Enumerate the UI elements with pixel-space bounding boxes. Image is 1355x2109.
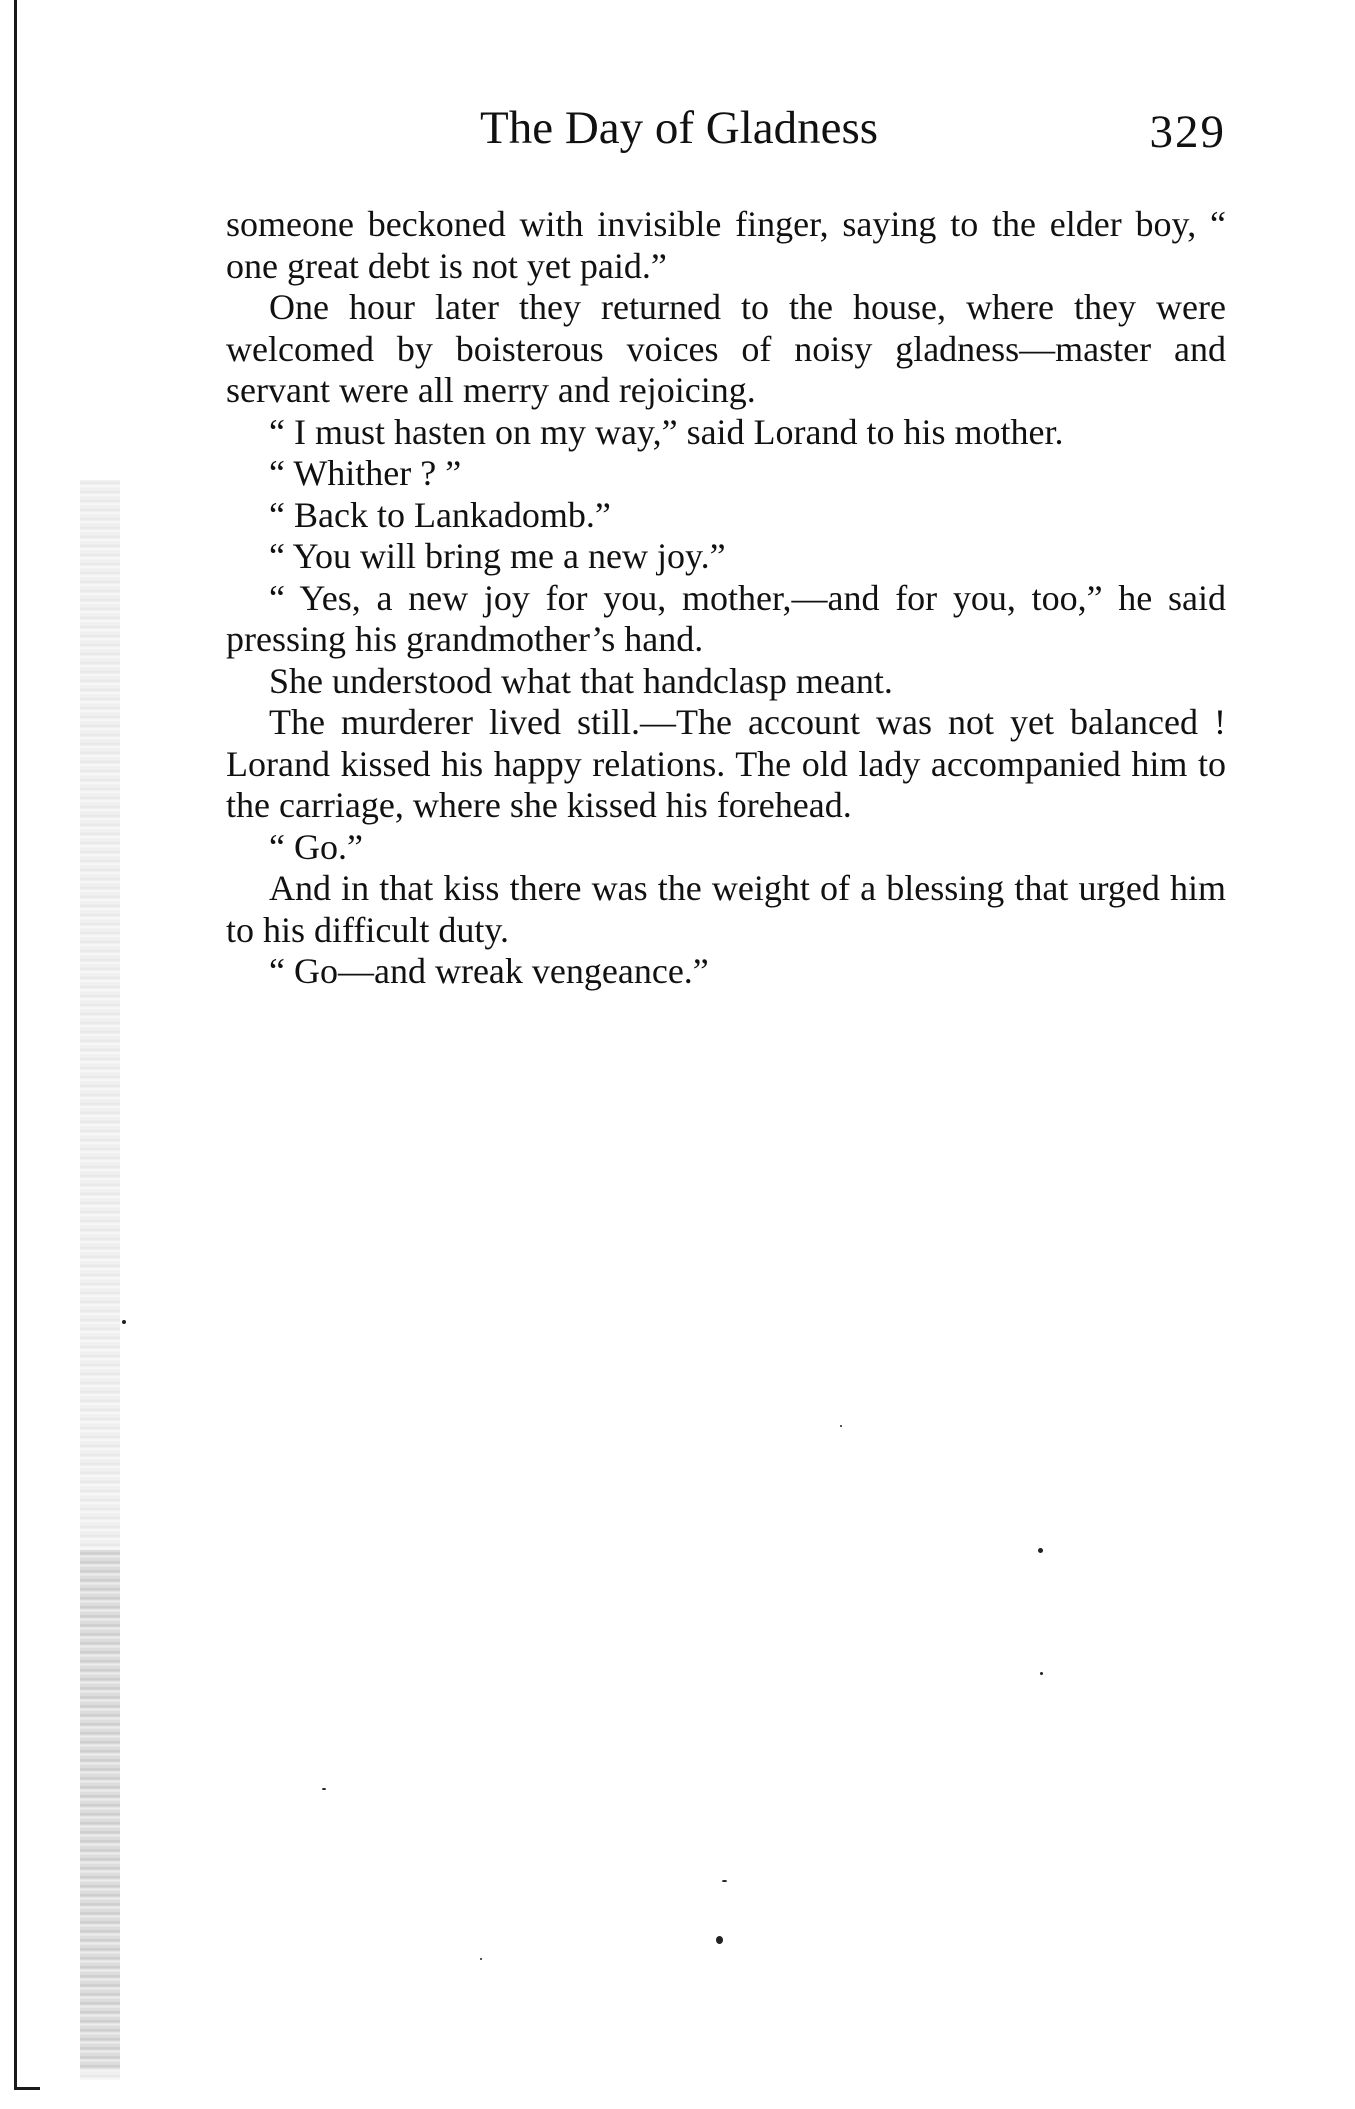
print-speck <box>1040 1672 1043 1675</box>
running-title: The Day of Gladness <box>480 102 879 154</box>
paragraph: She understood what that handclasp meant. <box>269 660 893 701</box>
print-speck <box>122 1320 126 1324</box>
print-speck <box>322 1788 326 1790</box>
paragraph: “ Yes, a new joy for you, mother,—and for you, too,” he said pressing his grandmother’s hand. <box>226 577 1226 659</box>
page-number: 329 <box>1149 106 1226 158</box>
gutter-shadow-lower <box>80 1550 120 2070</box>
binding-edge-foot <box>14 2087 40 2090</box>
paragraph: “ Go—and wreak vengeance.” <box>269 951 709 991</box>
print-speck <box>716 1936 723 1944</box>
paragraph: The murderer lived still.—The account was not yet balanced ! Lorand kissed his happy relations. The old lady accompanied him to the carriage, where she kissed his forehead. <box>226 702 1226 825</box>
print-speck <box>480 1958 482 1960</box>
paragraph: “ Whither ? ” <box>269 453 462 493</box>
paragraph: someone beckoned with invisible finger, saying to the elder boy, “ one great debt is not yet paid.” <box>226 204 1226 286</box>
paragraph: “ Back to Lankadomb.” <box>269 494 611 535</box>
binding-edge <box>14 0 17 2090</box>
paragraph: “ I must hasten on my way,” said Lorand to his mother. <box>269 411 1064 452</box>
paragraph: And in that kiss there was the weight of a blessing that urged him to his difficult duty. <box>226 868 1226 950</box>
paragraph: “ Go.” <box>269 826 363 867</box>
paragraph: “ You will bring me a new joy.” <box>269 536 726 576</box>
print-speck <box>722 1880 727 1882</box>
print-speck <box>1038 1548 1043 1553</box>
paragraph: One hour later they returned to the house, where they were welcomed by boisterous voices of noisy gladness—master and servant were all merry and rejoicing. <box>226 287 1226 410</box>
running-head <box>226 98 1226 158</box>
body-text <box>226 204 1226 993</box>
print-speck <box>840 1425 842 1427</box>
